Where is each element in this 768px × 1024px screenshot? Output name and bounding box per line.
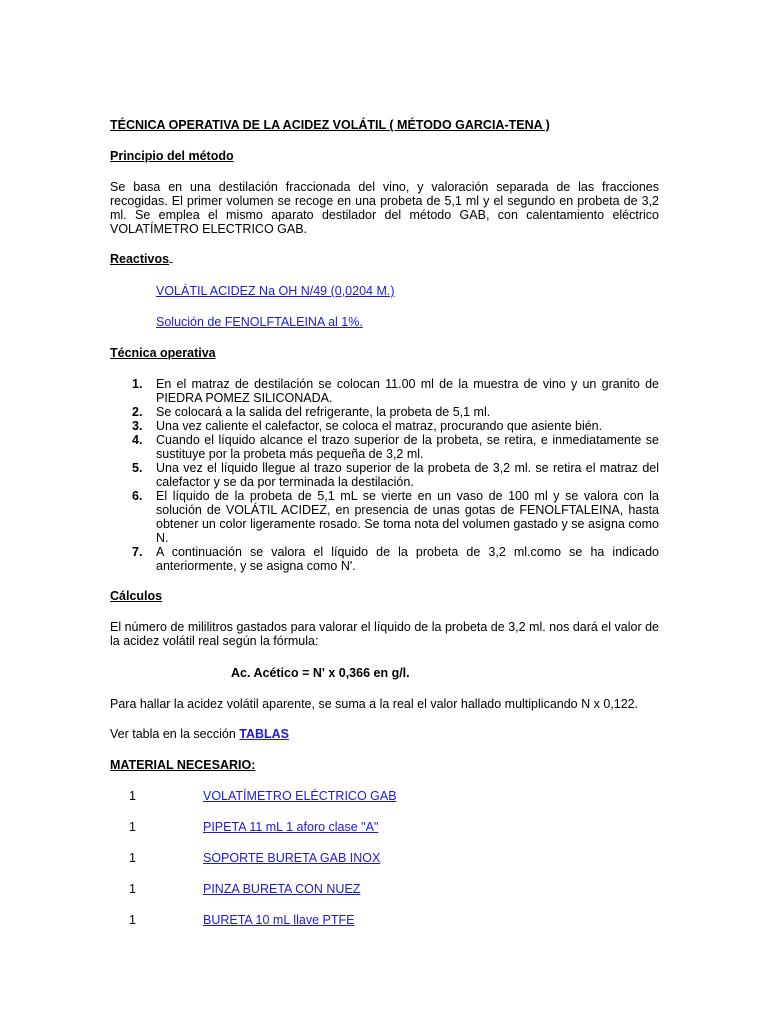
reagents-heading [110, 252, 173, 266]
list-item [110, 851, 530, 865]
step-text: Cuando el líquido alcance el trazo superior de la probeta, se retira, e inmediatamente se sustituye por la probeta más pequeña de 3,2 ml. [156, 433, 659, 461]
document-title: TÉCNICA OPERATIVA DE LA ACIDEZ VOLÁTIL ( MÉTODO GARCIA-TENA ) [110, 118, 550, 132]
list-item [110, 913, 530, 927]
material-link[interactable]: PIPETA 11 mL 1 aforo clase "A" [203, 820, 379, 834]
material-quantity: 1 [129, 882, 136, 896]
red-underline-mark [169, 261, 173, 263]
step-number: 5. [132, 461, 143, 475]
table-reference-text: Ver tabla en la sección [110, 727, 240, 741]
material-quantity: 1 [129, 851, 136, 865]
material-quantity: 1 [129, 820, 136, 834]
material-quantity: 1 [129, 789, 136, 803]
step-text: Una vez el líquido llegue al trazo superior de la probeta de 3,2 ml. se retira el matraz del calefactor y se da por terminada la destilación. [156, 461, 659, 489]
step-number: 3. [132, 419, 143, 433]
technique-steps-list [110, 377, 659, 573]
reagent-link[interactable]: VOLÁTIL ACIDEZ Na OH N/49 (0,0204 M.) [156, 284, 395, 298]
material-link[interactable]: BURETA 10 mL llave PTFE [203, 913, 355, 927]
reagent-item[interactable] [156, 315, 363, 329]
reagents-heading-label: Reactivos [110, 252, 170, 266]
list-item [110, 882, 530, 896]
step-text: El líquido de la probeta de 5,1 mL se vierte en un vaso de 100 ml y se valora con la solución de VOLÁTIL ACIDEZ, en presencia de unas gotas de FENOLFTALEINA, hasta obtener un color ligeramente rosado. Se toma nota del volumen gastado y se asigna como N. [156, 489, 659, 545]
step-text: Se colocará a la salida del refrigerante, la probeta de 5,1 ml. [156, 405, 491, 419]
list-item [110, 461, 659, 489]
principle-heading: Principio del método [110, 149, 234, 163]
material-link[interactable]: SOPORTE BURETA GAB INOX [203, 851, 381, 865]
list-item [110, 377, 659, 405]
table-reference [110, 727, 289, 741]
step-number: 4. [132, 433, 143, 447]
step-number: 1. [132, 377, 143, 391]
reagent-link[interactable]: Solución de FENOLFTALEINA al 1%. [156, 315, 363, 329]
materials-heading: MATERIAL NECESARIO: [110, 758, 256, 772]
list-item [110, 789, 530, 803]
material-link[interactable]: VOLATÍMETRO ELÉCTRICO GAB [203, 789, 397, 803]
step-number: 7. [132, 545, 143, 559]
list-item [110, 545, 659, 573]
step-number: 2. [132, 405, 143, 419]
step-text: Una vez caliente el calefactor, se coloca el matraz, procurando que asiente bién. [156, 419, 603, 433]
technique-heading: Técnica operativa [110, 346, 216, 360]
step-text: A continuación se valora el líquido de la probeta de 3,2 ml.como se ha indicado anteriormente, y se asigna como N'. [156, 545, 659, 573]
list-item [110, 489, 659, 545]
step-number: 6. [132, 489, 143, 503]
list-item [110, 419, 659, 433]
tablas-link[interactable]: TABLAS [239, 727, 290, 741]
step-text: En el matraz de destilación se colocan 11.00 ml de la muestra de vino y un granito de PIEDRA POMEZ SILICONADA. [156, 377, 659, 405]
apparent-acidity-paragraph: Para hallar la acidez volátil aparente, se suma a la real el valor hallado multiplicando N x 0,122. [110, 697, 639, 711]
list-item [110, 433, 659, 461]
material-link[interactable]: PINZA BURETA CON NUEZ [203, 882, 361, 896]
material-quantity: 1 [129, 913, 136, 927]
principle-paragraph: Se basa en una destilación fraccionada del vino, y valoración separada de las fracciones recogidas. El primer volumen se recoge en una probeta de 5,1 ml y el segundo en probeta de 3,2 ml. Se emplea el mismo aparato destilador del método GAB, con calentamiento eléctrico VOLATÍMETRO ELECTRICO GAB. [110, 180, 659, 236]
calculations-paragraph: El número de mililitros gastados para valorar el líquido de la probeta de 3,2 ml. nos dará el valor de la acidez volátil real según la fórmula: [110, 620, 659, 648]
reagent-item[interactable] [156, 284, 395, 298]
list-item [110, 820, 530, 834]
formula: Ac. Acético = N' x 0,366 en g/l. [231, 666, 410, 680]
list-item [110, 405, 659, 419]
calculations-heading: Cálculos [110, 589, 163, 603]
